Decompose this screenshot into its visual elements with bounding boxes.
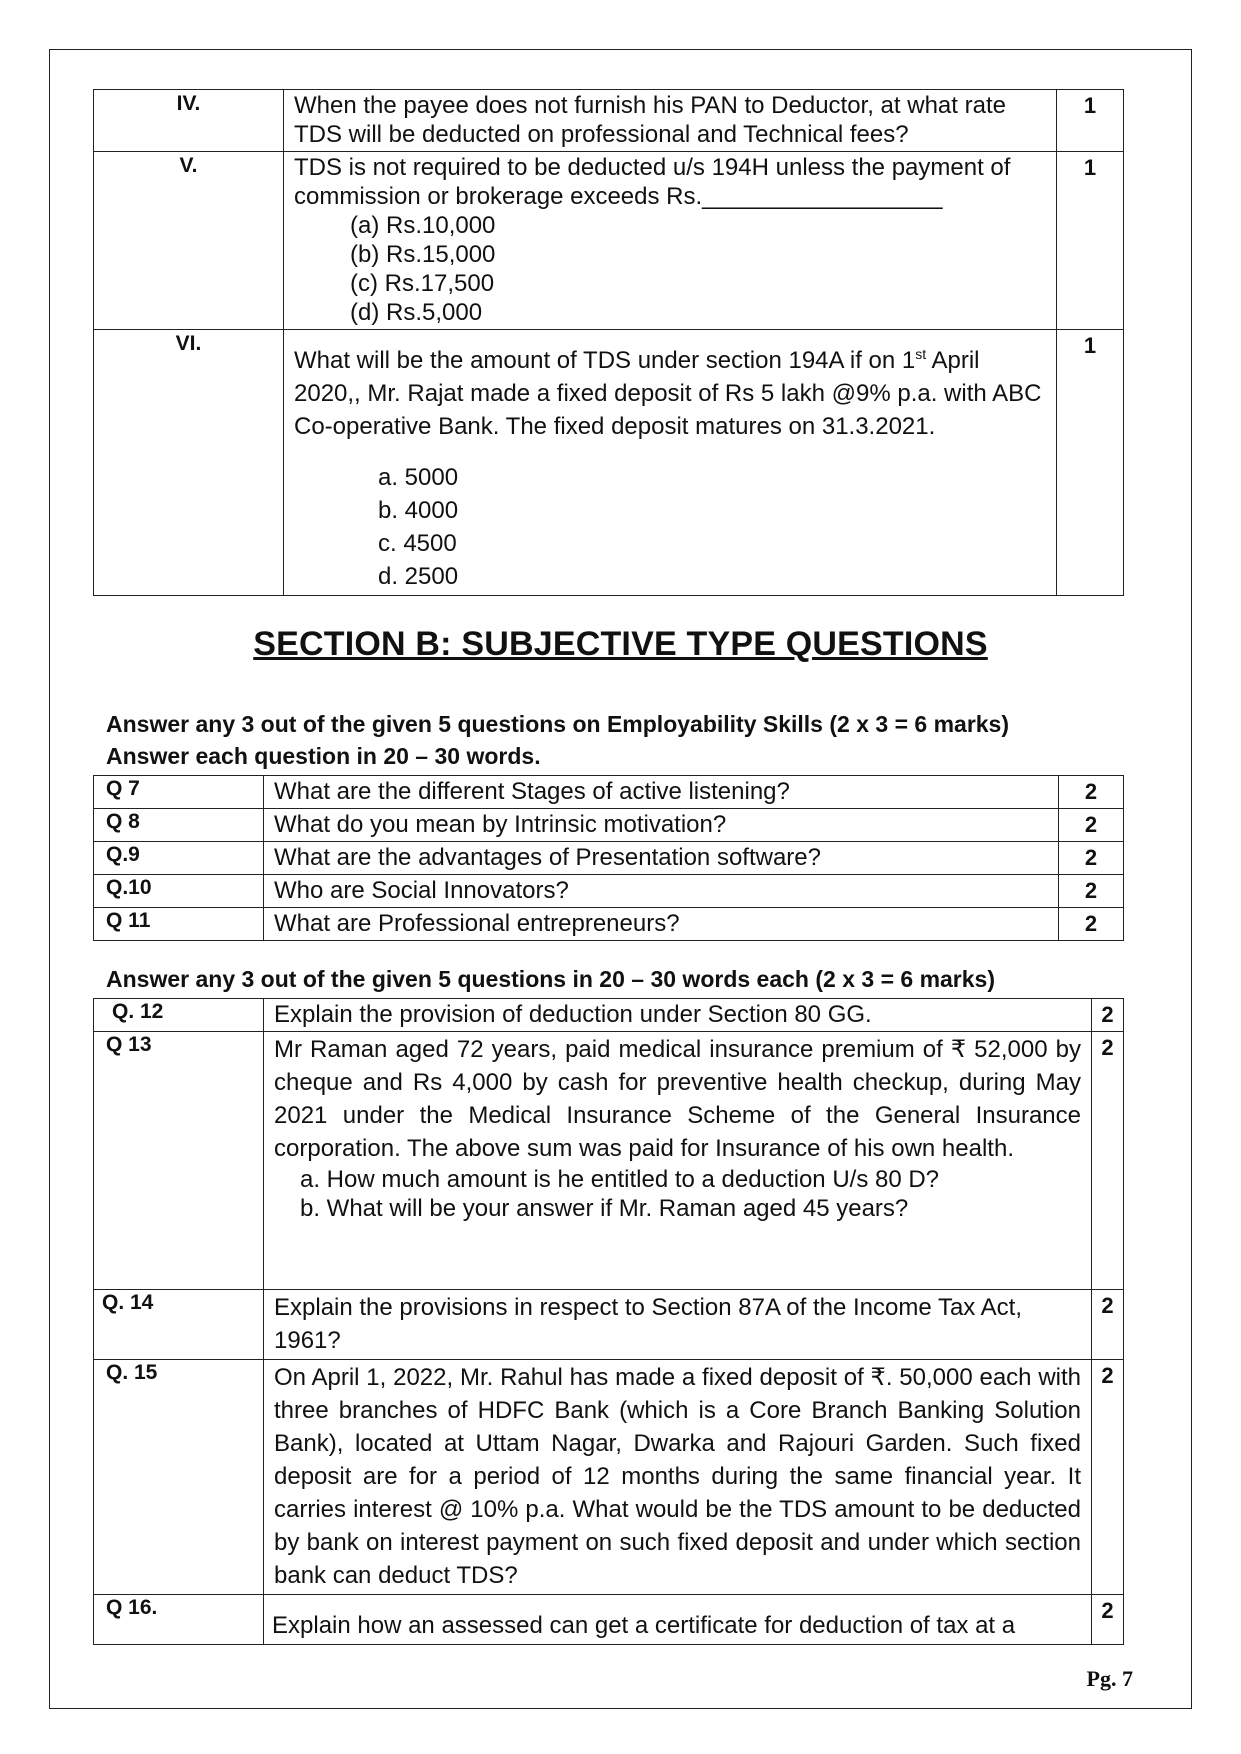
question-row: [94, 1032, 1124, 1290]
question-marks: 1: [1057, 90, 1124, 152]
instruction: Answer any 3 out of the given 5 questions in 20 – 30 words each (2 x 3 = 6 marks): [106, 966, 996, 992]
question-marks: 2: [1059, 875, 1124, 908]
page-number: Pg. 7: [1086, 1666, 1133, 1691]
question-text: Mr Raman aged 72 years, paid medical insurance premium of ₹ 52,000 by cheque and Rs 4,000 by cash for preventive health checkup, during May 2021 under the Medical Insurance Scheme of the General Insurance corporation. The above sum was paid for Insurance of his own health.: [274, 1036, 1081, 1162]
question-marks: 2: [1092, 1360, 1124, 1595]
instruction: Answer each question in 20 – 30 words.: [106, 743, 541, 769]
question-row: [94, 1290, 1124, 1360]
question-row: [94, 330, 1124, 596]
subpart: a. How much amount is he entitled to a deduction U/s 80 D?: [300, 1166, 940, 1193]
option: (d) Rs.5,000: [350, 299, 483, 326]
question-marks: 1: [1057, 152, 1124, 330]
question-row: [94, 1595, 1124, 1645]
question-text: What are the different Stages of active listening?: [264, 776, 1059, 809]
question-text: On April 1, 2022, Mr. Rahul has made a fixed deposit of ₹. 50,000 each with three branches of HDFC Bank (which is a Core Branch Banking Solution Bank), located at Uttam Nagar, Dwarka and Rajouri Garden. Such fixed deposit are for a period of 12 months during the same financial year. It carries interest @ 10% p.a. What would be the TDS amount to be deducted by bank on interest payment on such fixed deposit and under which section bank can deduct TDS?: [264, 1360, 1092, 1595]
question-number: VI.: [94, 330, 284, 596]
question-marks: 2: [1092, 1290, 1124, 1360]
question-marks: 2: [1092, 1032, 1124, 1290]
question-marks: 2: [1059, 809, 1124, 842]
question-text: [294, 344, 1046, 443]
question-text: TDS is not required to be deducted u/s 194H unless the payment of commission or brokerage exceeds Rs.__________________: [294, 154, 1011, 210]
option: a. 5000: [378, 464, 459, 491]
question-marks: 1: [1057, 330, 1124, 596]
question-marks: 2: [1092, 1595, 1124, 1645]
option: (a) Rs.10,000: [350, 212, 496, 239]
question-row: [94, 908, 1124, 941]
option: (b) Rs.15,000: [350, 241, 496, 268]
question-row: [94, 152, 1124, 330]
subpart: b. What will be your answer if Mr. Raman aged 45 years?: [300, 1195, 909, 1222]
question-text: Explain the provisions in respect to Section 87A of the Income Tax Act, 1961?: [264, 1290, 1092, 1360]
question-row: [94, 809, 1124, 842]
question-row: [94, 999, 1124, 1032]
option: c. 4500: [378, 530, 457, 557]
question-cell: [264, 1032, 1092, 1290]
question-text: Explain the provision of deduction under Section 80 GG.: [264, 999, 1092, 1032]
section-b-title: SECTION B: SUBJECTIVE TYPE QUESTIONS: [253, 625, 988, 663]
question-number: Q 16.: [94, 1595, 264, 1645]
instruction: Answer any 3 out of the given 5 questions on Employability Skills (2 x 3 = 6 marks): [106, 711, 1010, 737]
question-text-part: What will be the amount of TDS under section 194A if on 1: [294, 347, 916, 374]
question-number: Q 7: [94, 776, 264, 809]
question-number: Q. 15: [94, 1360, 264, 1595]
subject-table: [93, 998, 1124, 1645]
question-marks: 2: [1092, 999, 1124, 1032]
question-number: Q 13: [94, 1032, 264, 1290]
options-list: [294, 211, 1046, 327]
question-row: [94, 875, 1124, 908]
question-marks: 2: [1059, 776, 1124, 809]
question-number: IV.: [94, 90, 284, 152]
question-text: What are Professional entrepreneurs?: [264, 908, 1059, 941]
superscript: st: [915, 346, 927, 362]
question-marks: 2: [1059, 842, 1124, 875]
options-list: [294, 461, 1046, 593]
question-text: What are the advantages of Presentation software?: [264, 842, 1059, 875]
option: d. 2500: [378, 563, 459, 590]
question-row: [94, 776, 1124, 809]
question-row: [94, 90, 1124, 152]
question-number: Q. 12: [94, 999, 264, 1032]
question-row: [94, 1360, 1124, 1595]
employability-table: [93, 775, 1124, 941]
question-row: [94, 842, 1124, 875]
option: (c) Rs.17,500: [350, 270, 495, 297]
question-number: Q 8: [94, 809, 264, 842]
question-marks: 2: [1059, 908, 1124, 941]
question-number: V.: [94, 152, 284, 330]
question-text: When the payee does not furnish his PAN to Deductor, at what rate TDS will be deducted on professional and Technical fees?: [284, 90, 1057, 152]
option: b. 4000: [378, 497, 459, 524]
question-number: Q.10: [94, 875, 264, 908]
subparts-list: [274, 1165, 1081, 1223]
question-text: Who are Social Innovators?: [264, 875, 1059, 908]
question-text: What do you mean by Intrinsic motivation?: [264, 809, 1059, 842]
question-number: Q.9: [94, 842, 264, 875]
question-text-part: April 2020,, Mr. Rajat made a fixed deposit of Rs 5 lakh @9% p.a. with ABC Co-operative Bank. The fixed deposit matures on 31.3.2021.: [294, 347, 1042, 440]
question-cell: [284, 330, 1057, 596]
section-a-table: [93, 89, 1124, 596]
question-number: Q. 14: [94, 1290, 264, 1360]
question-text: Explain how an assessed can get a certificate for deduction of tax at a: [264, 1595, 1092, 1645]
question-number: Q 11: [94, 908, 264, 941]
question-cell: [284, 152, 1057, 330]
